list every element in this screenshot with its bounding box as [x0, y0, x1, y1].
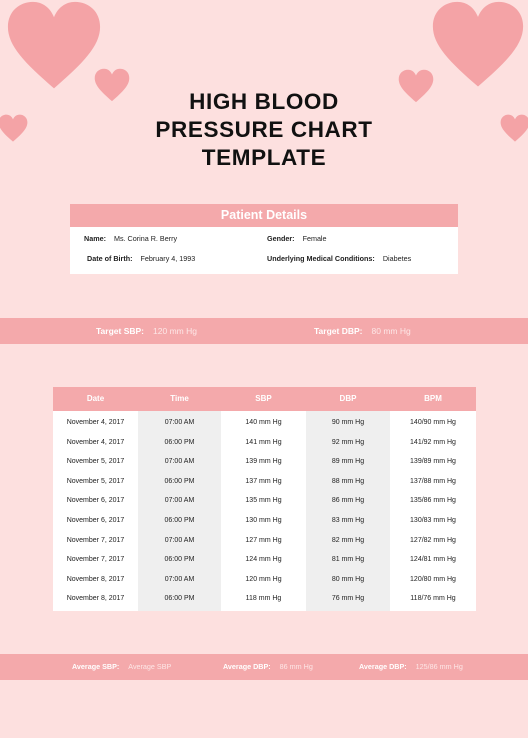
cell-dbp: 88 mm Hg [331, 477, 365, 485]
table-row [53, 589, 476, 609]
patient-details-heading: Patient Details [70, 204, 458, 227]
average-sbp-value: Average SBP [128, 662, 172, 671]
column-header-date: Date [86, 394, 105, 403]
readings-table [53, 387, 476, 611]
cell-time: 07:00 AM [164, 497, 195, 505]
patient-details-card [70, 204, 458, 274]
patient-conditions-value: Diabetes [382, 254, 412, 263]
cell-date: November 5, 2017 [66, 477, 125, 485]
patient-conditions-label: Underlying Medical Conditions: [267, 254, 375, 263]
target-sbp-label: Target SBP: [96, 326, 145, 336]
cell-bpm: 130/83 mm Hg [410, 517, 456, 524]
cell-sbp: 137 mm Hg [245, 477, 282, 485]
cell-date: November 6, 2017 [66, 517, 125, 524]
cell-time: 07:00 AM [164, 458, 195, 466]
cell-sbp: 141 mm Hg [245, 438, 282, 446]
cell-dbp: 80 mm Hg [331, 575, 365, 583]
table-row [53, 472, 476, 492]
patient-name-field [84, 234, 177, 244]
cell-dbp: 86 mm Hg [331, 497, 365, 505]
cell-sbp: 140 mm Hg [245, 419, 282, 426]
average-dbp-label: Average DBP: [223, 662, 271, 671]
average-dbp-value: 86 mm Hg [279, 662, 313, 671]
patient-dob-field [87, 254, 195, 264]
column-header-sbp: SBP [255, 394, 272, 403]
cell-bpm: 127/82 mm Hg [410, 536, 456, 544]
cell-date: November 8, 2017 [66, 575, 125, 583]
cell-dbp: 90 mm Hg [331, 419, 365, 426]
column-header-dbp: DBP [339, 394, 357, 403]
patient-dob-value: February 4, 1993 [140, 254, 196, 263]
patient-gender-field [267, 234, 327, 244]
cell-bpm: 141/92 mm Hg [410, 438, 456, 446]
table-header [53, 387, 476, 411]
cell-date: November 7, 2017 [66, 556, 125, 564]
cell-date: November 4, 2017 [66, 419, 125, 426]
cell-dbp: 81 mm Hg [331, 556, 365, 564]
table-row [53, 491, 476, 511]
cell-sbp: 130 mm Hg [245, 517, 282, 524]
cell-time: 06:00 PM [164, 595, 195, 603]
cell-time: 07:00 AM [164, 536, 195, 544]
cell-time: 06:00 PM [164, 556, 195, 564]
cell-bpm: 139/89 mm Hg [410, 458, 456, 466]
page-title [0, 88, 528, 172]
target-dbp-value: 80 mm Hg [371, 326, 411, 336]
cell-date: November 4, 2017 [66, 438, 125, 446]
target-band [0, 318, 528, 344]
cell-sbp: 118 mm Hg [245, 595, 282, 603]
cell-dbp: 92 mm Hg [331, 438, 365, 446]
target-dbp [314, 325, 411, 337]
title-line: HIGH BLOOD [189, 89, 339, 114]
cell-time: 06:00 PM [164, 438, 195, 446]
table-row [53, 531, 476, 551]
cell-bpm: 124/81 mm Hg [410, 556, 456, 564]
cell-bpm: 120/80 mm Hg [410, 575, 456, 583]
heart-icon [428, 0, 528, 94]
cell-sbp: 120 mm Hg [245, 575, 282, 583]
cell-dbp: 82 mm Hg [331, 536, 365, 544]
cell-time: 06:00 PM [164, 517, 195, 524]
cell-dbp: 76 mm Hg [331, 595, 365, 603]
patient-gender-value: Female [302, 234, 327, 243]
cell-dbp: 89 mm Hg [331, 458, 365, 466]
average-bpm [359, 661, 463, 673]
cell-date: November 6, 2017 [66, 497, 125, 505]
cell-time: 07:00 AM [164, 575, 195, 583]
cell-date: November 8, 2017 [66, 595, 125, 603]
average-sbp-label: Average SBP: [72, 662, 120, 671]
average-bpm-label: Average DBP: [359, 662, 407, 671]
title-line: TEMPLATE [201, 145, 327, 170]
cell-bpm: 140/90 mm Hg [410, 419, 456, 426]
table-row [53, 433, 476, 453]
cell-sbp: 139 mm Hg [245, 458, 282, 466]
column-header-time: Time [170, 394, 189, 403]
average-dbp [223, 661, 313, 673]
table-row [53, 413, 476, 433]
patient-gender-label: Gender: [267, 234, 295, 243]
column-header-bpm: BPM [424, 394, 442, 403]
heart-icon [6, 0, 102, 96]
cell-sbp: 124 mm Hg [245, 556, 282, 564]
target-dbp-label: Target DBP: [314, 326, 363, 336]
cell-dbp: 83 mm Hg [331, 517, 365, 524]
average-bpm-value: 125/86 mm Hg [415, 662, 463, 671]
patient-name-label: Name: [84, 234, 106, 243]
table-row [53, 452, 476, 472]
cell-date: November 5, 2017 [66, 458, 125, 466]
target-sbp-value: 120 mm Hg [153, 326, 197, 336]
title-line: PRESSURE CHART [155, 117, 373, 142]
average-band [0, 654, 528, 680]
table-row [53, 570, 476, 590]
cell-bpm: 137/88 mm Hg [410, 477, 456, 485]
cell-time: 07:00 AM [164, 419, 195, 426]
average-sbp [72, 661, 171, 673]
target-sbp [96, 325, 197, 337]
table-row [53, 550, 476, 570]
table-row [53, 511, 476, 531]
cell-sbp: 127 mm Hg [245, 536, 282, 544]
cell-bpm: 135/86 mm Hg [410, 497, 456, 505]
patient-dob-label: Date of Birth: [87, 254, 133, 263]
cell-time: 06:00 PM [164, 477, 195, 485]
cell-sbp: 135 mm Hg [245, 497, 282, 505]
cell-bpm: 118/76 mm Hg [410, 595, 456, 603]
patient-name-value: Ms. Corina R. Berry [113, 234, 178, 243]
cell-date: November 7, 2017 [66, 536, 125, 544]
patient-conditions-field [267, 254, 411, 264]
